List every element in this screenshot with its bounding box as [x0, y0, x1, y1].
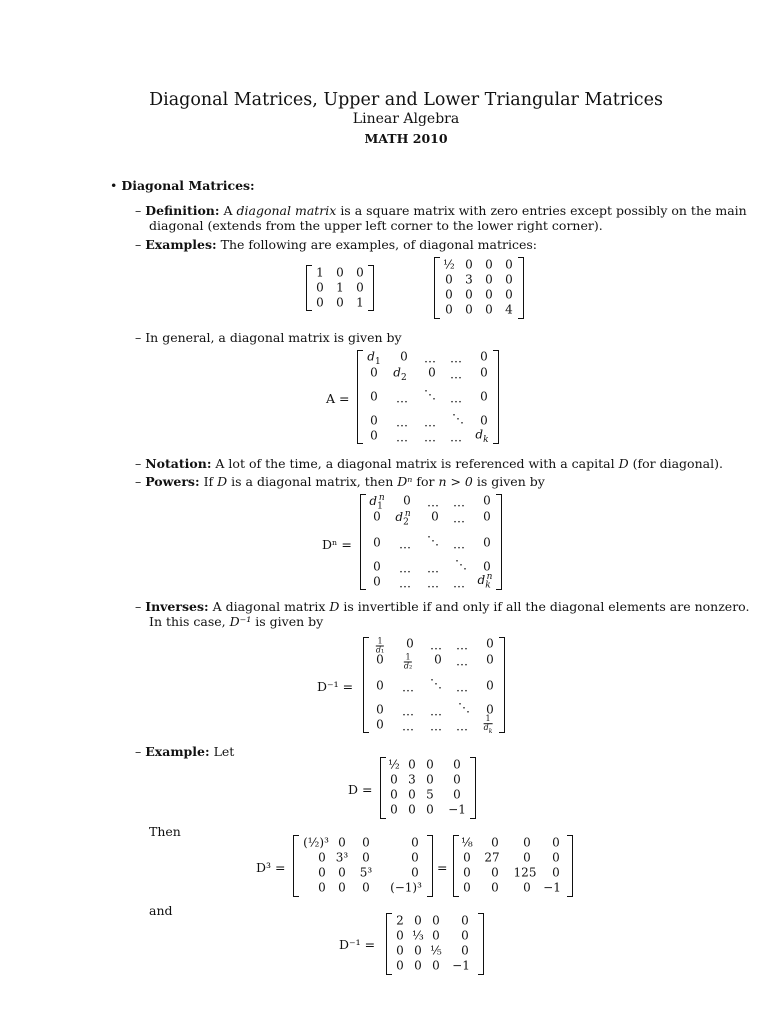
matrix-cell: 0 [338, 880, 346, 895]
powers-var: D [217, 474, 228, 489]
matrix-cell: 0 [356, 265, 364, 280]
matrix-cell: 125 [513, 865, 537, 880]
matrix-cell: 0 [483, 559, 491, 574]
powers-text: is a diagonal matrix, then [231, 474, 394, 489]
matrix-cell: 0 [505, 272, 513, 287]
matrix-cell: 0 [400, 349, 408, 364]
matrix-cell: 0 [485, 257, 493, 272]
matrix-cell: 3³ [335, 850, 349, 865]
matrix-cell: 1 [316, 265, 324, 280]
matrix-cell: 0 [445, 272, 453, 287]
matrix-cell: 0 [396, 943, 404, 958]
matrix-cell: 0 [491, 835, 499, 850]
matrix-cell: 5 [426, 787, 434, 802]
matrix-cell: −1 [543, 880, 561, 895]
example-label: Example: [145, 744, 210, 759]
dots: … [453, 511, 465, 526]
dots: … [399, 561, 411, 576]
example-D-matrix [380, 757, 476, 819]
dots: … [399, 537, 411, 552]
definition-term: diagonal matrix [236, 203, 337, 218]
dots: … [453, 537, 465, 552]
course-code: MATH 2010 [364, 131, 448, 146]
bullet: • [110, 178, 118, 193]
dots: … [396, 430, 408, 445]
notation-var: D [618, 456, 629, 471]
equals-sign: = [437, 860, 448, 875]
matrix-cell: 0 [486, 636, 494, 651]
matrix-cell: 0 [461, 913, 469, 928]
matrix-cell: 0 [414, 913, 422, 928]
matrix-cell: 0 [411, 835, 419, 850]
inverses-line-2 [149, 614, 323, 630]
matrix-cell: 0 [552, 835, 560, 850]
identity-matrix [306, 265, 374, 311]
definition-line-1 [135, 203, 747, 219]
matrix-cell: 0 [461, 928, 469, 943]
page-title: Diagonal Matrices, Upper and Lower Triangular Matrices [149, 90, 663, 110]
matrix-cell: 0 [390, 787, 398, 802]
matrix-cell: 27 [484, 850, 500, 865]
matrix-cell: 0 [373, 559, 381, 574]
dots: … [427, 576, 439, 591]
matrix-cell: 0 [483, 535, 491, 550]
matrix-cell: −1 [452, 958, 470, 973]
matrix-cell: 0 [316, 280, 324, 295]
dots: … [450, 367, 462, 382]
matrix-cell: 1 [356, 295, 364, 310]
equation-lhs-Dn: Dⁿ = [322, 537, 352, 552]
matrix-cell: 0 [362, 850, 370, 865]
matrix-cell: 0 [370, 428, 378, 443]
dots: … [424, 430, 436, 445]
dots: … [399, 576, 411, 591]
matrix-cell: 0 [318, 850, 326, 865]
general-text: In general, a diagonal matrix is given by [145, 330, 402, 345]
matrix-cell: 0 [414, 943, 422, 958]
matrix-cell: 0 [445, 302, 453, 317]
powers-text: is given by [476, 474, 545, 489]
inverses-line-1 [135, 599, 749, 615]
matrix-cell: 0 [376, 678, 384, 693]
matrix-cell: 0 [480, 413, 488, 428]
dots: … [427, 495, 439, 510]
dash: – [135, 599, 142, 614]
D3-cube-matrix [293, 835, 433, 897]
matrix-cell: 0 [338, 865, 346, 880]
matrix-cell: 0 [465, 257, 473, 272]
matrix-cell: 0 [426, 757, 434, 772]
dots: … [453, 576, 465, 591]
dots: … [396, 415, 408, 430]
matrix-cell: 0 [485, 287, 493, 302]
section-title: Diagonal Matrices: [121, 178, 255, 193]
matrix-cell: 0 [411, 850, 419, 865]
matrix-cell: 0 [336, 295, 344, 310]
inverses-text: is invertible if and only if all the diagonal elements are nonzero. [343, 599, 750, 614]
matrix-cell: ½ [388, 757, 400, 772]
powers-cond: n > 0 [438, 474, 473, 489]
dash: – [135, 203, 142, 218]
matrix-cell: 0 [373, 535, 381, 550]
matrix-cell: 0 [453, 787, 461, 802]
dash: – [135, 456, 142, 471]
matrix-cell: 0 [461, 943, 469, 958]
dots: … [456, 638, 468, 653]
general-diagonal-matrix: $d_1$ 0 … … 0 0 $d_2$ 0 … 0 0 … ⋱ … 0 0 … … ⋱ 0 0 … … … $d_k$ [357, 350, 499, 444]
matrix-cell: (½)³ [303, 835, 329, 850]
matrix-cell: (−1)³ [390, 880, 422, 895]
matrix-cell: 0 [362, 835, 370, 850]
matrix-cell: 0 [403, 493, 411, 508]
notation-label: Notation: [145, 456, 212, 471]
matrix-cell: 0 [390, 802, 398, 817]
matrix-cell: 0 [426, 772, 434, 787]
matrix-cell: 0 [432, 958, 440, 973]
matrix-cell: 0 [428, 365, 436, 380]
example-text: Let [213, 744, 235, 759]
and-label: and [149, 903, 173, 918]
matrix-cell: 0 [356, 280, 364, 295]
ddots: ⋱ [458, 700, 470, 715]
matrix-cell: 2 [396, 913, 404, 928]
inverses-var: D⁻¹ [229, 614, 252, 629]
examples-label: Examples: [145, 237, 217, 252]
matrix-cell: 0 [408, 802, 416, 817]
examples-line [135, 237, 537, 253]
matrix-cell: 0 [486, 678, 494, 693]
matrix-cell: 0 [396, 928, 404, 943]
matrix-cell: 0 [491, 865, 499, 880]
dots: … [424, 415, 436, 430]
matrix-cell: 0 [453, 772, 461, 787]
powers-text: If [203, 474, 214, 489]
dots: … [450, 351, 462, 366]
powers-text: for [416, 474, 435, 489]
equation-lhs-D3: D³ = [256, 860, 286, 875]
matrix-cell: 0 [370, 413, 378, 428]
D3-value-matrix [453, 835, 573, 897]
matrix-cell: 0 [445, 287, 453, 302]
course-name: Linear Algebra [352, 111, 460, 127]
matrix-cell: 0 [396, 958, 404, 973]
matrix-cell: 0 [432, 913, 440, 928]
matrix-cell: ⅕ [430, 943, 442, 958]
matrix-cell: 0 [485, 272, 493, 287]
matrix-cell: 0 [408, 787, 416, 802]
matrix-cell: 0 [463, 865, 471, 880]
matrix-cell: 0 [411, 865, 419, 880]
matrix-cell: 0 [390, 772, 398, 787]
matrix-cell: 0 [373, 509, 381, 524]
definition-text: A [223, 203, 233, 218]
equation-lhs-A: A = [326, 391, 350, 406]
dots: … [427, 561, 439, 576]
inverses-label: Inverses: [145, 599, 209, 614]
matrix-cell: 0 [338, 835, 346, 850]
matrix-cell: 0 [453, 757, 461, 772]
matrix-cell: 0 [483, 493, 491, 508]
ddots: ⋱ [455, 557, 467, 572]
examples-text: The following are examples, of diagonal matrices: [220, 237, 537, 252]
dash: – [135, 474, 142, 489]
section-heading [110, 178, 255, 194]
dots: … [402, 704, 414, 719]
equation-lhs-D: D = [348, 782, 373, 797]
matrix-cell: 0 [523, 850, 531, 865]
definition-label: Definition: [145, 203, 220, 218]
matrix-cell: 0 [480, 349, 488, 364]
matrix-cell: 0 [483, 509, 491, 524]
matrix-cell: 3 [408, 772, 416, 787]
matrix-cell: 3 [465, 272, 473, 287]
dots: … [450, 430, 462, 445]
notation-text: A lot of the time, a diagonal matrix is referenced with a capital [215, 456, 615, 471]
then-label: Then [149, 824, 181, 839]
dots: … [430, 719, 442, 734]
inverses-text: is given by [255, 614, 324, 629]
matrix-cell: 0 [336, 265, 344, 280]
matrix-cell: 0 [432, 928, 440, 943]
ddots: ⋱ [427, 533, 439, 548]
matrix-cell: −1 [448, 802, 466, 817]
dots: … [424, 351, 436, 366]
dash: – [135, 237, 142, 252]
dots: … [456, 654, 468, 669]
inverses-text: In this case, [149, 614, 226, 629]
definition-line-2: diagonal (extends from the upper left corner to the lower right corner). [149, 218, 603, 233]
example-Dinv-matrix [386, 913, 484, 975]
powers-line [135, 474, 545, 490]
matrix-cell: 0 [376, 652, 384, 667]
notation-line [135, 456, 723, 472]
definition-text: is a square matrix with zero entries except possibly on the main [340, 203, 747, 218]
matrix-cell: 1 [336, 280, 344, 295]
matrix-cell: 0 [431, 509, 439, 524]
matrix-cell: 0 [486, 652, 494, 667]
dots: … [430, 638, 442, 653]
matrix-cell: 0 [316, 295, 324, 310]
dots: … [396, 391, 408, 406]
equation-lhs-Dinv-example: D⁻¹ = [339, 937, 376, 952]
matrix-cell: 0 [505, 257, 513, 272]
power-diagonal-matrix: $d_1^n$ 0 … … 0 0 $d_2^n$ 0 … 0 0 … ⋱ … 0 0 … … ⋱ 0 0 … … … $d_k^n$ [360, 494, 502, 590]
inverse-diagonal-matrix: $\frac{1}{\text{d₁}}$ 0 … … 0 0 $\frac{1}{\text{d₂}}$ 0 … 0 0 … ⋱ … 0 0 … … ⋱ 0 0 … … … $\frac{1}{d_k}$ [363, 637, 505, 733]
matrix-cell: ⅛ [461, 835, 473, 850]
powers-var: Dⁿ [397, 474, 413, 489]
matrix-cell: 0 [485, 302, 493, 317]
dash: – [135, 744, 142, 759]
matrix-cell: 0 [376, 702, 384, 717]
inverses-var: D [329, 599, 340, 614]
matrix-cell: 0 [408, 757, 416, 772]
dots: … [402, 680, 414, 695]
matrix-cell: 0 [465, 287, 473, 302]
matrix-cell: 0 [318, 880, 326, 895]
matrix-cell: 0 [426, 802, 434, 817]
equation-lhs-Dinv: D⁻¹ = [317, 679, 354, 694]
dots: … [402, 719, 414, 734]
matrix-cell: 0 [373, 574, 381, 589]
dots: … [450, 391, 462, 406]
matrix-cell: 0 [523, 835, 531, 850]
matrix-cell: 5³ [359, 865, 373, 880]
inverses-text: A diagonal matrix [212, 599, 326, 614]
dots: … [453, 495, 465, 510]
ddots: ⋱ [424, 387, 436, 402]
ddots: ⋱ [452, 411, 464, 426]
powers-label: Powers: [145, 474, 200, 489]
ddots: ⋱ [430, 676, 442, 691]
matrix-cell: 0 [491, 880, 499, 895]
matrix-cell: 4 [505, 302, 513, 317]
matrix-cell: 0 [552, 865, 560, 880]
matrix-cell: 0 [480, 365, 488, 380]
matrix-cell: 0 [434, 652, 442, 667]
matrix-cell: 0 [523, 880, 531, 895]
example-matrix-4x4 [434, 257, 524, 319]
matrix-cell: 0 [463, 850, 471, 865]
dots: … [430, 704, 442, 719]
example-line [135, 744, 234, 760]
dash: – [135, 330, 142, 345]
matrix-cell: 0 [552, 850, 560, 865]
matrix-cell: 0 [362, 880, 370, 895]
matrix-cell: ⅓ [412, 928, 424, 943]
matrix-cell: 0 [376, 717, 384, 732]
matrix-cell: 0 [463, 880, 471, 895]
matrix-cell: 0 [486, 702, 494, 717]
matrix-cell: 0 [370, 365, 378, 380]
matrix-cell: 0 [480, 389, 488, 404]
matrix-cell: ½ [443, 257, 455, 272]
matrix-cell: 0 [318, 865, 326, 880]
matrix-cell: 0 [370, 389, 378, 404]
general-line [135, 330, 402, 346]
matrix-cell: 0 [406, 636, 414, 651]
dots: … [456, 680, 468, 695]
notation-text: (for diagonal). [632, 456, 723, 471]
matrix-cell: 0 [505, 287, 513, 302]
matrix-cell: 0 [414, 958, 422, 973]
matrix-cell: 0 [465, 302, 473, 317]
dots: … [456, 719, 468, 734]
